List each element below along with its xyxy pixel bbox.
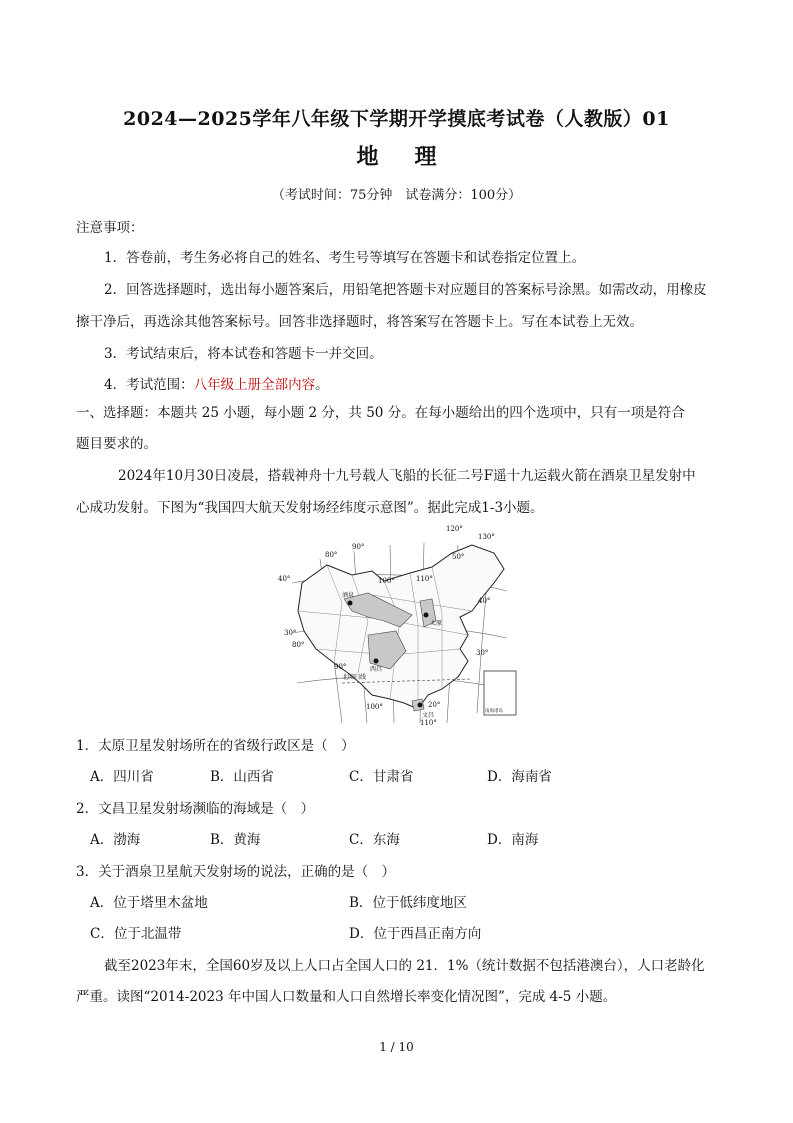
lon-label-120-top: 120° [446,525,463,533]
question-1-option-b[interactable]: B．山西省 [210,769,274,785]
question-3-stem: 3．关于酒泉卫星航天发射场的说法，正确的是（ ） [76,864,396,880]
exam-range: 八年级上册全部内容 [193,377,316,393]
wenchang-label: 文昌 [422,712,435,719]
notes-heading: 注意事项： [76,220,144,236]
lon-label-90-top: 90° [352,543,365,551]
exam-title: 2024—2025学年八年级下学期开学摸底考试卷（人教版）01 [123,108,670,130]
wenchang-site-dot [418,703,423,708]
tropic-label: 北回归线 [342,674,367,681]
question-2-option-a[interactable]: A．渤海 [90,832,141,848]
section-1-heading-line-1: 一、选择题：本题共 25 小题，每小题 2 分，共 50 分。在每小题给出的四个选项中，只有一项是符合 [76,405,685,421]
lon-label-110-top: 110° [416,575,433,583]
note-item-2-line-2: 擦干净后，再选涂其他答案标号。回答非选择题时，将答案写在答题卡上。写在本试卷上无效。 [76,314,643,330]
lon-label-100-bottom: 100° [366,703,383,711]
question-2-stem: 2．文昌卫星发射场濒临的海域是（ ） [76,801,315,817]
note-item-4-suffix: 。 [315,377,329,393]
section-1-heading-line-2: 题目要求的。 [76,436,157,452]
lon-label-90-bottom: 90° [334,663,347,671]
passage-2-line-2: 严重。读图“2014-2023 年中国人口数量和人口自然增长率变化情况图”，完成 4-5 小题。 [76,989,617,1005]
question-3-option-d[interactable]: D．位于西昌正南方向 [349,926,482,942]
launch-site-map [272,523,522,731]
question-3-option-c[interactable]: C．位于北温带 [90,926,182,942]
inset-label: 南海诸岛 [485,709,503,714]
subject-title: 地理 [356,144,473,170]
lon-label-80-left: 80° [292,641,305,649]
passage-1-line-2: 心成功发射。下图为“我国四大航天发射场经纬度示意图”。据此完成1-3小题。 [76,500,544,516]
jiuquan-label: 酒泉 [342,592,355,599]
lat-label-50-right: 50° [452,553,465,561]
taiyuan-site-dot [424,613,429,618]
question-1-stem: 1．太原卫星发射场所在的省级行政区是（ ） [76,738,355,754]
question-3-option-a[interactable]: A．位于塔里木盆地 [90,895,208,911]
note-item-3: 3．考试结束后，将本试卷和答题卡一并交回。 [104,346,383,362]
question-2-option-b[interactable]: B．黄海 [210,832,261,848]
question-2-option-d[interactable]: D．南海 [487,832,539,848]
note-item-4-prefix: 4．考试范围： [104,377,194,393]
lat-label-20: 20° [428,701,441,709]
passage-2-line-1: 截至2023年末，全国60岁及以上人口占全国人口的 21．1%（统计数据不包括港澳台），人口老龄化 [104,958,705,974]
jiuquan-site-dot [348,601,353,606]
note-item-2-line-1: 2．回答选择题时，选出每小题答案后，用铅笔把答题卡对应题目的答案标号涂黑。如需改动，用橡皮 [104,282,707,298]
xichang-site-dot [374,659,379,664]
question-1-option-c[interactable]: C．甘肃省 [349,769,414,785]
xichang-label: 西昌 [370,666,383,673]
taiyuan-label: 太原 [430,620,443,627]
page-number: 1 / 10 [379,1040,414,1054]
lat-label-40-left: 40° [278,575,291,583]
passage-1-line-1: 2024年10月30日凌晨，搭载神舟十九号载人飞船的长征二号F遥十九运载火箭在酒泉卫星发射中 [118,468,696,484]
lat-label-40-right: 40° [478,597,491,605]
question-1-option-d[interactable]: D．海南省 [487,769,552,785]
lat-label-30-right: 30° [476,649,489,657]
note-item-1: 1．答卷前，考生务必将自己的姓名、考生号等填写在答题卡和试卷指定位置上。 [104,250,586,266]
note-item-4 [104,375,329,395]
exam-time-info: （考试时间：75分钟 试卷满分：100分） [271,188,522,203]
question-2-option-c[interactable]: C．东海 [349,832,400,848]
lon-label-80-top: 80° [325,551,338,559]
lon-label-100-top: 100° [378,577,395,585]
lon-label-130-top: 130° [478,533,495,541]
question-3-option-b[interactable]: B．位于低纬度地区 [349,895,467,911]
lon-label-110-bottom: 110° [420,719,437,727]
lat-label-30-left: 30° [284,629,297,637]
question-1-option-a[interactable]: A．四川省 [90,769,154,785]
